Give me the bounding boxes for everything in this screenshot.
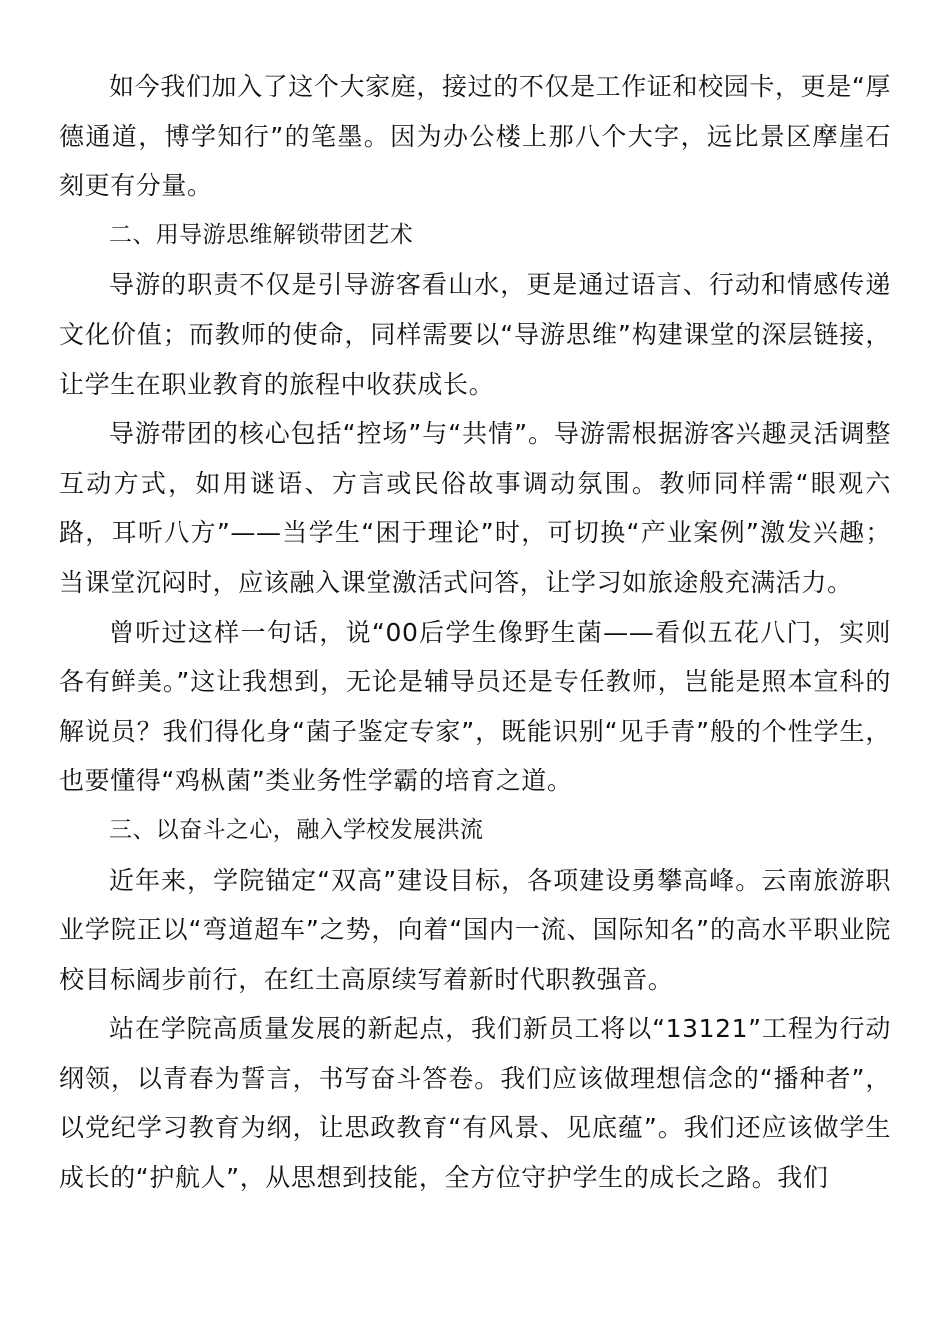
paragraph-new-staff: 站在学院高质量发展的新起点，我们新员工将以“13121”工程为行动纲领，以青春为誓言，书写奋斗答卷。我们应该做理想信念的“播种者”，以党纪学习教育为纲，让思政教育“有风景、见底蕴”。我们还应该做学生成长的“护航人”，从思想到技能，全方位守护学生的成长之路。我们 [59, 1014, 891, 1193]
paragraph-double-high: 近年来，学院锚定“双高”建设目标，各项建设勇攀高峰。云南旅游职业学院正以“弯道超车”之势，向着“国内一流、国际知名”的高水平职业院校目标阔步前行，在红土高原续写着新时代职教强音。 [59, 865, 891, 994]
paragraph-guide-core: 导游带团的核心包括“控场”与“共情”。导游需根据游客兴趣灵活调整互动方式，如用谜语、方言或民俗故事调动氛围。教师同样需“眼观六路，耳听八方”——当学生“困于理论”时，可切换“产业案例”激发兴趣；当课堂沉闷时，应该融入课堂激活式问答，让学习如旅途般充满活力。 [59, 419, 891, 597]
paragraph-intro: 如今我们加入了这个大家庭，接过的不仅是工作证和校园卡，更是“厚德通道，博学知行”的笔墨。因为办公楼上那八个大字，远比景区摩崖石刻更有分量。 [59, 72, 891, 201]
paragraph-mushroom: 曾听过这样一句话，说“00后学生像野生菌——看似五花八门，实则各有鲜美。”这让我想到，无论是辅导员还是专任教师，岂能是照本宣科的解说员？我们得化身“菌子鉴定专家”，既能识别“见手青”般的个性学生，也要懂得“鸡枞菌”类业务性学霸的培育之道。 [59, 617, 891, 796]
section-heading-3: 三、以奋斗之心，融入学校发展洪流 [109, 816, 484, 843]
paragraph-guide-duty: 导游的职责不仅是引导游客看山水，更是通过语言、行动和情感传递文化价值；而教师的使命，同样需要以“导游思维”构建课堂的深层链接，让学生在职业教育的旅程中收获成长。 [59, 270, 891, 399]
document-page [59, 62, 891, 1203]
section-heading-2: 二、用导游思维解锁带团艺术 [109, 221, 414, 248]
